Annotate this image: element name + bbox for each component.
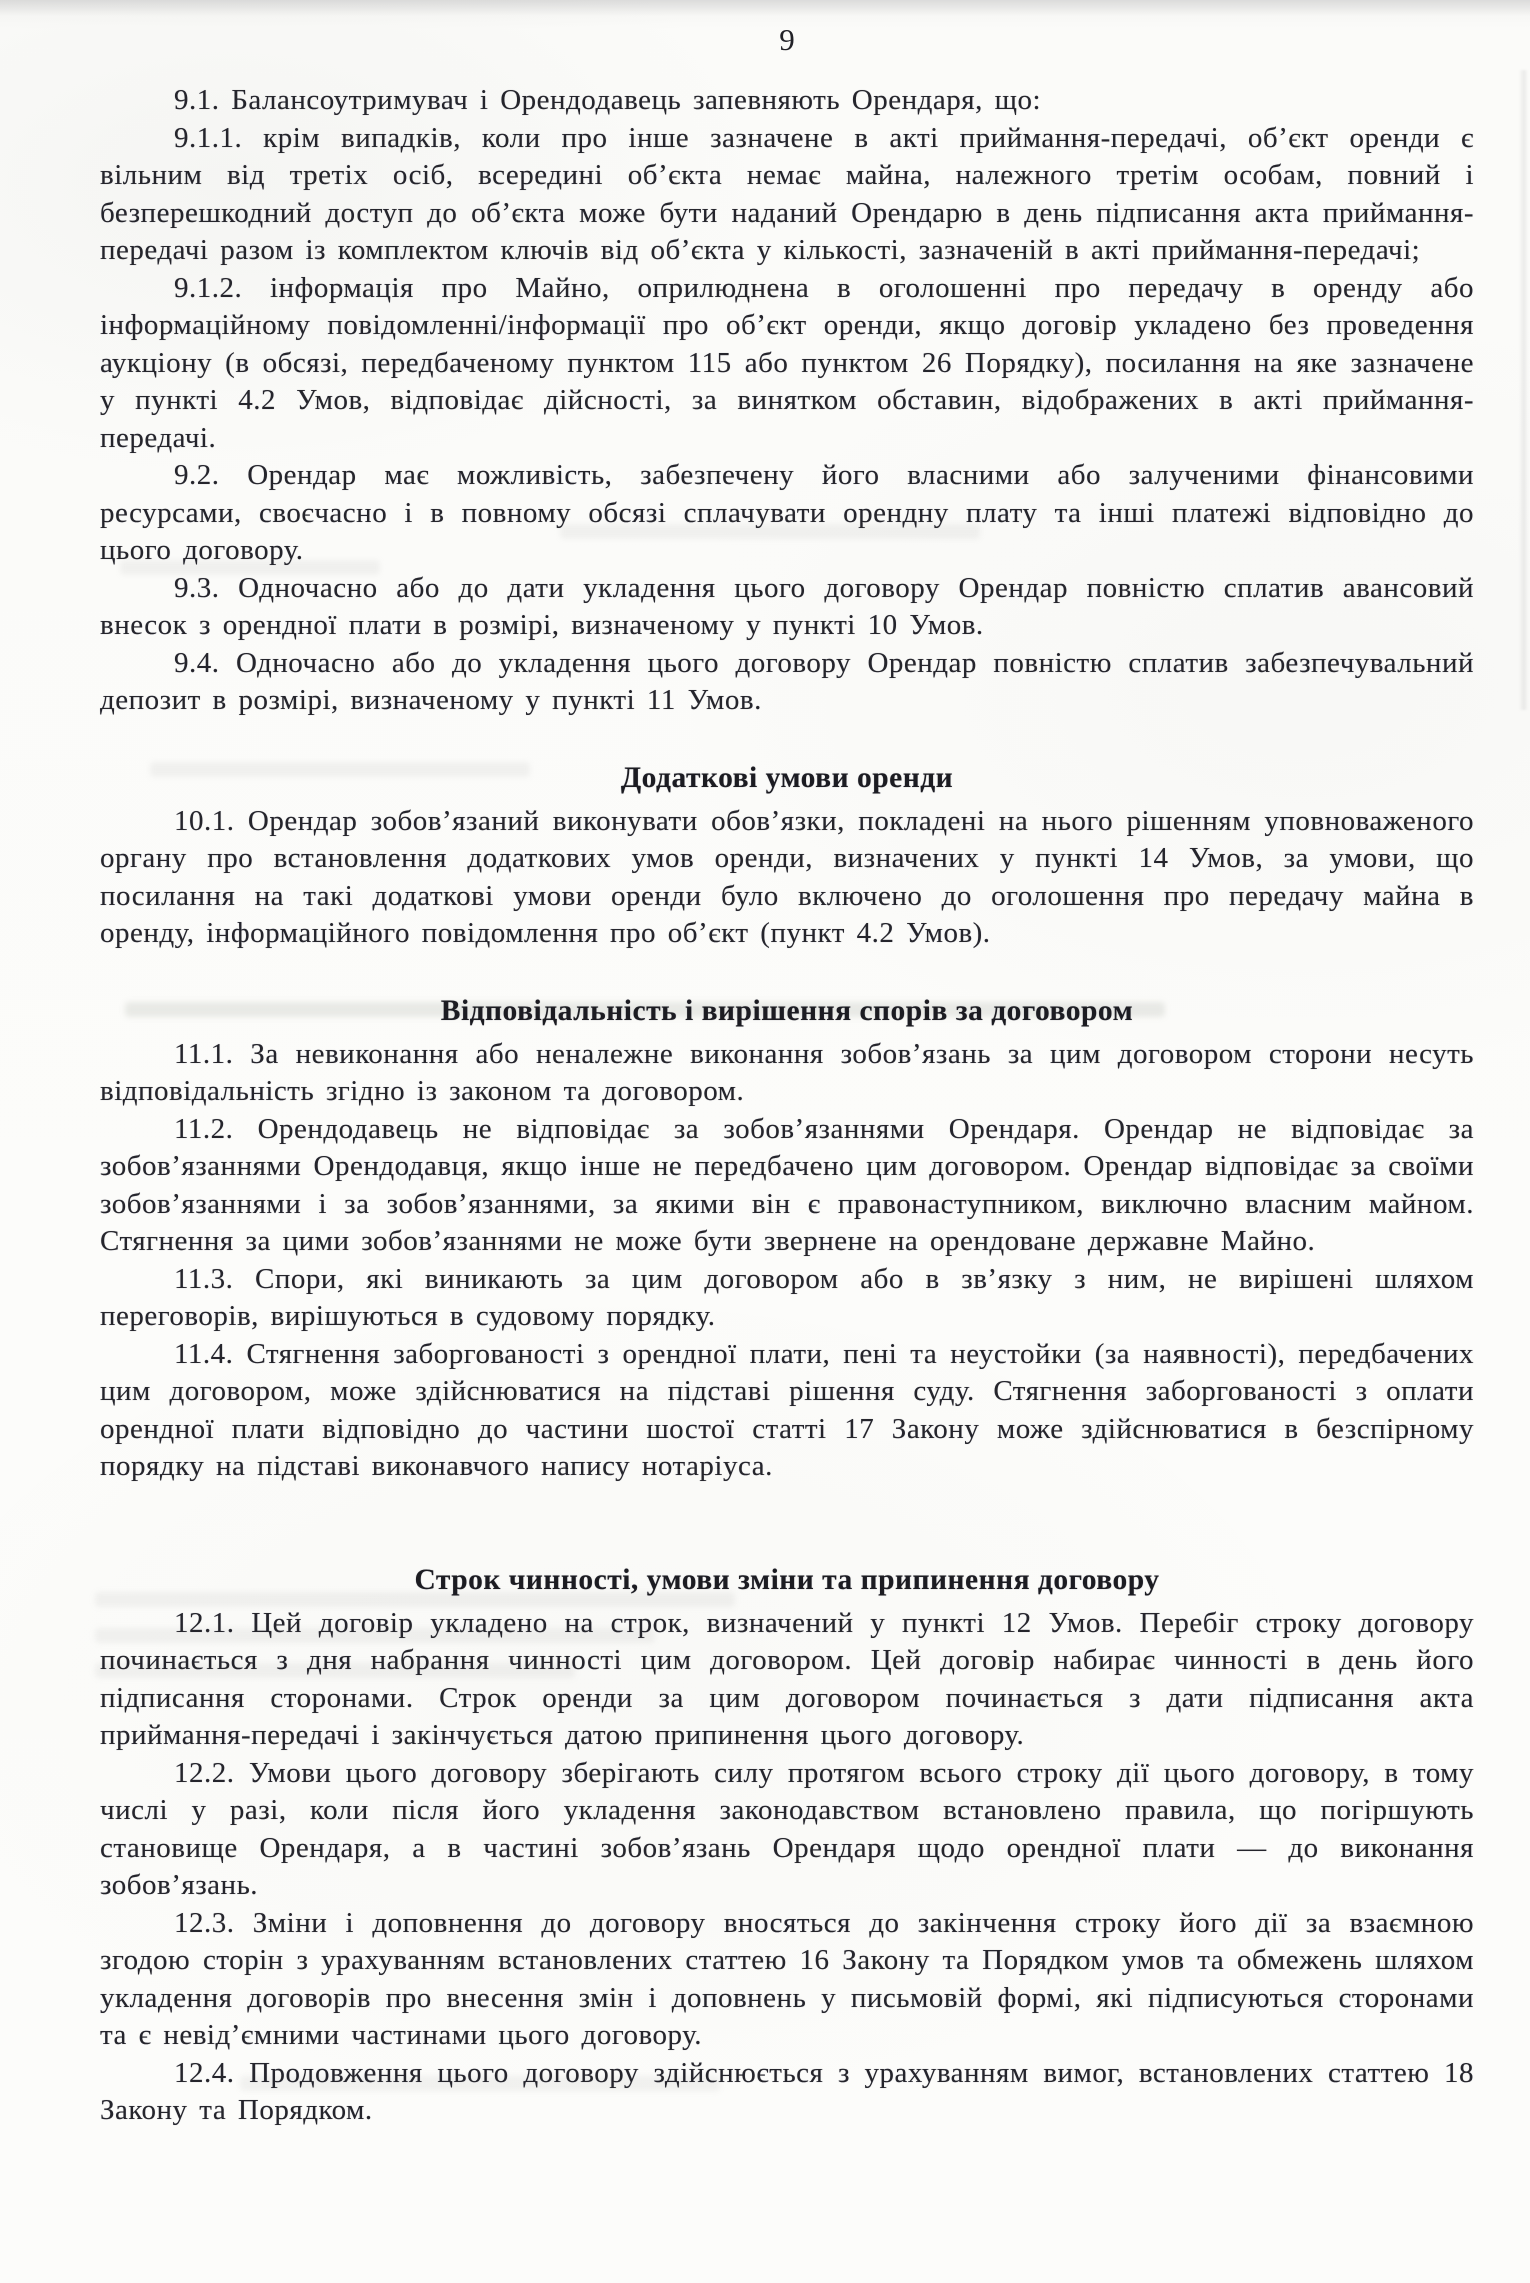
heading-term-change-termination: Строк чинності, умови зміни та припинення договору — [414, 1563, 1160, 1596]
heading-additional-lease-terms: Додаткові умови оренди — [620, 761, 954, 794]
clause-9-1-2: 9.1.2. інформація про Майно, оприлюднена в оголошенні про передачу в оренду або інформаційному повідомленні/інформації про об’єкт оренди, якщо договір укладено без проведення аукціону (в обсязі, передбаченому пунктом 115 або пунктом 26 Порядку), посилання на яке зазначене у пункті 4.2 Умов, відповідає дійсності, за винятком обставин, відображених в акті приймання-передачі. — [100, 271, 1474, 454]
clause-11-1: 11.1. За невиконання або неналежне виконання зобов’язань за цим договором сторони несуть відповідальність згідно із законом та договором. — [100, 1037, 1474, 1107]
clause-10-1: 10.1. Орендар зобов’язаний виконувати обов’язки, покладені на нього рішенням уповноваженого органу про встановлення додаткових умов оренди, визначених у пункті 14 Умов, за умови, що посилання на такі додаткові умови оренди було включено до оголошення про передачу майна в оренду, інформаційного повідомлення про об’єкт (пункт 4.2 Умов). — [100, 804, 1474, 949]
scan-right-edge-streak — [1519, 70, 1528, 710]
page-number: 9 — [779, 22, 795, 57]
clause-9-1-1: 9.1.1. крім випадків, коли про інше зазначене в акті приймання-передачі, об’єкт оренди є вільним від третіх осіб, всередині об’єкта немає майна, належного третім особам, повний і безперешкодний доступ до об’єкта може бути наданий Орендарю в день підписання акта приймання-передачі разом із комплектом ключів від об’єкта у кількості, зазначеній в акті приймання-передачі; — [100, 121, 1474, 266]
clause-12-4: 12.4. Продовження цього договору здійснюється з урахуванням вимог, встановлених статтею 18 Закону та Порядком. — [100, 2056, 1474, 2126]
clause-9-2: 9.2. Орендар має можливість, забезпечену його власними або залученими фінансовими ресурсами, своєчасно і в повному обсязі сплачувати орендну плату та інші платежі відповідно до цього договору. — [100, 459, 1474, 566]
document-content — [100, 22, 1474, 2130]
clause-12-2: 12.2. Умови цього договору зберігають силу протягом всього строку дії цього договору, в тому числі у разі, коли після його укладення законодавством встановлено правила, що погіршують становище Орендаря, а в частині зобов’язань Орендаря щодо орендної плати — до виконання зобов’язань. — [100, 1756, 1474, 1901]
clause-11-3: 11.3. Спори, які виникають за цим договором або в зв’язку з ним, не вирішені шляхом переговорів, вирішуються в судовому порядку. — [100, 1262, 1474, 1332]
clause-11-2: 11.2. Орендодавець не відповідає за зобов’язаннями Орендаря. Орендар не відповідає за зобов’язаннями Орендодавця, якщо інше не передбачено цим договором. Орендар відповідає за своїми зобов’язаннями і за зобов’язаннями, за якими він є правонаступником, виключно власним майном. Стягнення за цими зобов’язаннями не може бути звернене на орендоване державне Майно. — [100, 1112, 1474, 1257]
clause-9-4: 9.4. Одночасно або до укладення цього договору Орендар повністю сплатив забезпечувальний депозит в розмірі, визначеному у пункті 11 Умов. — [100, 646, 1474, 716]
clause-9-1: 9.1. Балансоутримувач і Орендодавець запевняють Орендаря, що: — [174, 84, 1041, 116]
clause-9-3: 9.3. Одночасно або до дати укладення цього договору Орендар повністю сплатив авансовий внесок з орендної плати в розмірі, визначеному у пункті 10 Умов. — [100, 571, 1474, 641]
clause-12-3: 12.3. Зміни і доповнення до договору вносяться до закінчення строку його дії за взаємною згодою сторін з урахуванням встановлених статтею 16 Закону та Порядком умов та обмежень шляхом укладення договорів про внесення змін і доповнень у письмовій формі, які підписуються сторонами та є невід’ємними частинами цього договору. — [100, 1906, 1474, 2051]
scan-top-edge-shadow — [0, 0, 1530, 16]
clause-12-1: 12.1. Цей договір укладено на строк, визначений у пункті 12 Умов. Перебіг строку договору починається з дня набрання чинності цим договором. Цей договір набирає чинності в день його підписання сторонами. Строк оренди за цим договором починається з дати підписання акта приймання-передачі і закінчується датою припинення цього договору. — [100, 1606, 1474, 1751]
clause-11-4: 11.4. Стягнення заборгованості з орендної плати, пені та неустойки (за наявності), передбачених цим договором, може здійснюватися на підставі рішення суду. Стягнення заборгованості з оплати орендної плати відповідно до частини шостої статті 17 Закону може здійснюватися в безспірному порядку на підставі виконавчого напису нотаріуса. — [100, 1337, 1474, 1482]
heading-liability-and-disputes: Відповідальність і вирішення спорів за договором — [440, 994, 1134, 1027]
